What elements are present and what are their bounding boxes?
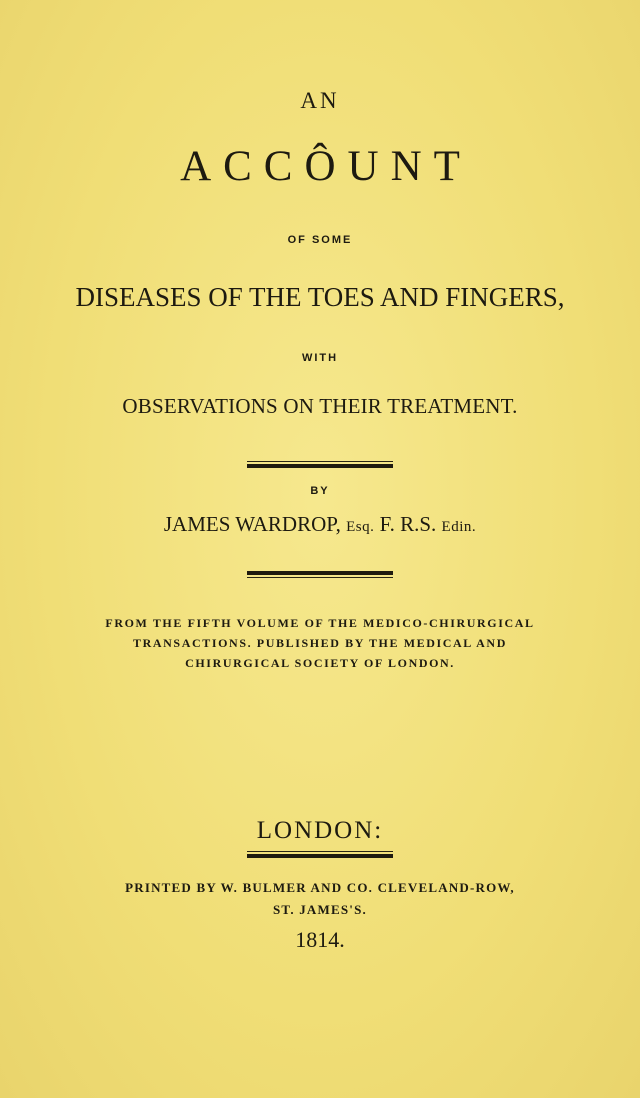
author-name: JAMES WARDROP, bbox=[163, 512, 341, 536]
title-account: ACCÔUNT bbox=[180, 143, 472, 190]
title-with: WITH bbox=[301, 352, 339, 364]
by-label: BY bbox=[310, 485, 330, 497]
author-esq: Esq. bbox=[346, 519, 375, 535]
printer-imprint bbox=[0, 877, 640, 921]
main-title: DISEASES OF THE TOES AND FINGERS, bbox=[75, 282, 565, 312]
source-line: CHIRURGICAL SOCIETY OF LONDON. bbox=[185, 656, 455, 670]
imprint-place: LONDON: bbox=[256, 817, 384, 844]
divider-rule bbox=[247, 461, 393, 468]
source-note bbox=[0, 613, 640, 673]
author-edin: Edin. bbox=[441, 519, 477, 535]
divider-rule bbox=[247, 571, 393, 578]
printer-line: PRINTED BY W. BULMER AND CO. CLEVELAND-ROW, bbox=[125, 880, 515, 895]
publication-year: 1814. bbox=[295, 927, 345, 952]
author-frs: F. R.S. bbox=[379, 512, 437, 536]
printer-line: ST. JAMES'S. bbox=[273, 902, 367, 917]
title-an: AN bbox=[300, 88, 340, 113]
subtitle: OBSERVATIONS ON THEIR TREATMENT. bbox=[122, 394, 518, 418]
source-line: TRANSACTIONS. PUBLISHED BY THE MEDICAL AND bbox=[133, 636, 507, 650]
author-line bbox=[0, 512, 640, 537]
source-line: FROM THE FIFTH VOLUME OF THE MEDICO-CHIRURGICAL bbox=[105, 616, 535, 630]
title-of-some: OF SOME bbox=[287, 234, 353, 246]
divider-rule bbox=[247, 851, 393, 858]
